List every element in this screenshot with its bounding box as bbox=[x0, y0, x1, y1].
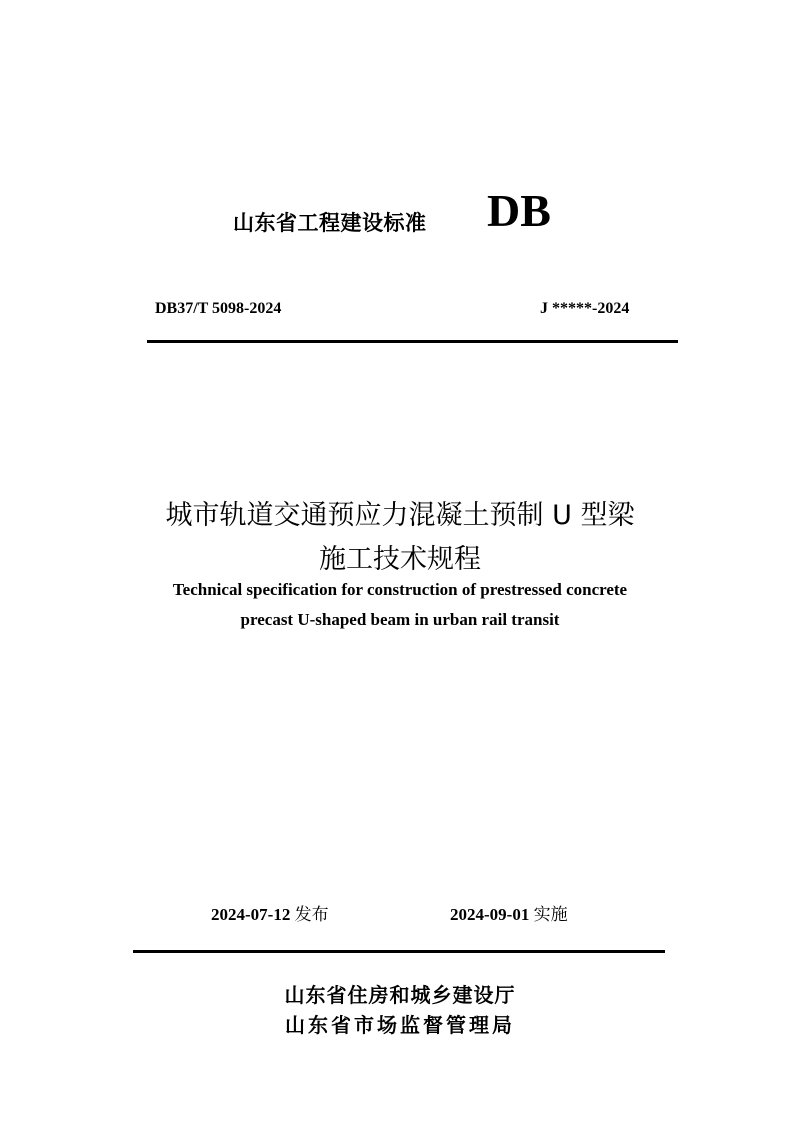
title-cn-line2: 施工技术规程 bbox=[319, 544, 481, 575]
issuer-org-2: 山东省市场监督管理局 bbox=[285, 1013, 515, 1037]
title-en-line1: Technical specification for construction of prestressed concrete bbox=[172, 580, 628, 599]
title-en-line2: precast U-shaped beam in urban rail transit bbox=[240, 610, 560, 629]
db-mark: DB bbox=[487, 185, 551, 236]
implement-date-block bbox=[450, 900, 568, 925]
issue-date: 2024-07-12 bbox=[211, 905, 291, 924]
issuer-org-1: 山东省住房和城乡建设厅 bbox=[284, 983, 516, 1007]
implement-label: 实施 bbox=[533, 905, 568, 925]
record-number: J *****-2024 bbox=[540, 300, 630, 317]
issue-label: 发布 bbox=[294, 905, 329, 925]
implement-date: 2024-09-01 bbox=[450, 905, 530, 924]
issue-date-block bbox=[211, 900, 329, 925]
title-cn-line1: 城市轨道交通预应力混凝土预制 U 型梁 bbox=[165, 500, 635, 531]
top-divider bbox=[147, 340, 678, 343]
standard-number: DB37/T 5098-2024 bbox=[155, 300, 282, 317]
series-title: 山东省工程建设标准 bbox=[233, 211, 427, 235]
bottom-divider bbox=[133, 950, 665, 953]
